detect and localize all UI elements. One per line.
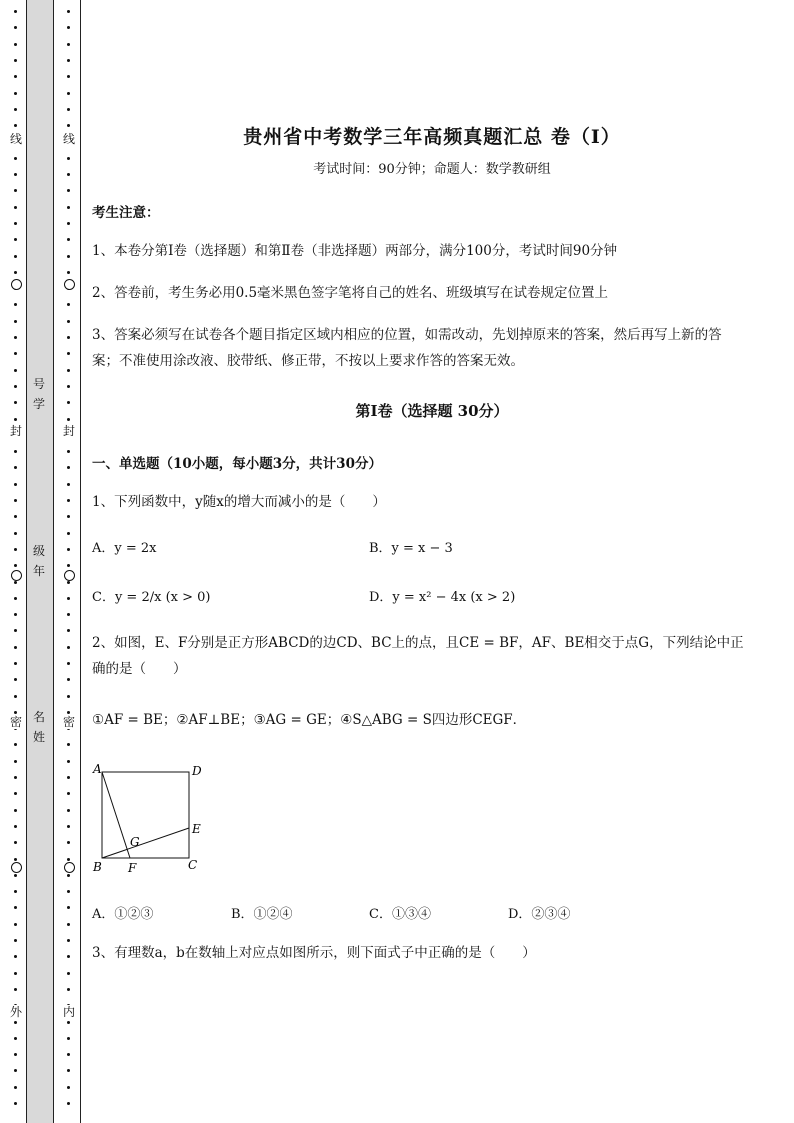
- binding-dot: [14, 1021, 17, 1024]
- binding-dot: [67, 59, 70, 62]
- binding-dot: [14, 173, 17, 176]
- question-2-option-a[interactable]: A．①②③: [92, 907, 154, 922]
- binding-circle: [11, 279, 22, 290]
- binding-dot: [67, 303, 70, 306]
- binding-dot: [14, 10, 17, 13]
- question-2-stem: 2、如图，E、F分别是正方形ABCD的边CD、BC上的点，且CE = BF，AF、BE相交于点G，下列结论中正确的是（ ）: [92, 635, 744, 677]
- binding-dot: [14, 988, 17, 991]
- binding-dot: [67, 988, 70, 991]
- binding-dot: [14, 662, 17, 665]
- binding-dot: [67, 760, 70, 763]
- binding-dot: [14, 776, 17, 779]
- binding-dot: [67, 271, 70, 274]
- binding-dot: [67, 418, 70, 421]
- question-1-stem: 1、下列函数中，y随x的增大而减小的是（ ）: [92, 494, 386, 510]
- label-a: A: [93, 762, 102, 776]
- binding-dot: [67, 695, 70, 698]
- binding-dot: [67, 26, 70, 29]
- section-title: 第I卷（选择题 30分）: [355, 402, 509, 420]
- binding-circle: [64, 279, 75, 290]
- binding-dot: [14, 26, 17, 29]
- binding-dot: [67, 890, 70, 893]
- binding-dot: [67, 75, 70, 78]
- binding-dot: [14, 157, 17, 160]
- binding-dot: [14, 613, 17, 616]
- binding-dot: [14, 581, 17, 584]
- binding-dot: [14, 385, 17, 388]
- binding-dot: [67, 1037, 70, 1040]
- binding-dot: [14, 238, 17, 241]
- binding-dot: [14, 874, 17, 877]
- binding-dot: [67, 450, 70, 453]
- binding-dot: [14, 336, 17, 339]
- binding-dot: [14, 646, 17, 649]
- exam-page: [92, 0, 772, 1123]
- binding-dot: [67, 581, 70, 584]
- binding-dot: [67, 336, 70, 339]
- binding-dot: [67, 369, 70, 372]
- binding-circle: [11, 570, 22, 581]
- binding-dot: [67, 10, 70, 13]
- binding-dot: [14, 108, 17, 111]
- binding-circle: [64, 862, 75, 873]
- binding-dot: [67, 809, 70, 812]
- binding-dot: [67, 678, 70, 681]
- binding-dot: [14, 792, 17, 795]
- binding-dot: [14, 483, 17, 486]
- binding-dot: [67, 92, 70, 95]
- question-2-option-d[interactable]: D．②③④: [508, 907, 571, 922]
- outer-dot-column: [9, 0, 23, 1123]
- student-number-label: 号: [32, 377, 45, 391]
- binding-dot: [14, 369, 17, 372]
- binding-dot: [14, 629, 17, 632]
- binding-dot: [14, 352, 17, 355]
- binding-mark-wai: 外: [9, 1005, 22, 1019]
- binding-dot: [14, 466, 17, 469]
- binding-dot: [14, 695, 17, 698]
- binding-dot: [67, 841, 70, 844]
- binding-dot: [67, 1069, 70, 1072]
- binding-dot: [67, 711, 70, 714]
- inner-dot-column: [62, 0, 76, 1123]
- binding-mark-xian: 线: [9, 132, 22, 146]
- question-1-option-a[interactable]: A．y = 2x: [92, 541, 157, 556]
- label-e: E: [192, 822, 201, 836]
- binding-dot: [14, 124, 17, 127]
- binding-dot: [14, 189, 17, 192]
- binding-dot: [67, 613, 70, 616]
- question-1-option-c[interactable]: C．y = 2/x (x > 0): [92, 590, 211, 605]
- part-heading: 一、单选题（10小题，每小题3分，共计30分）: [92, 456, 382, 472]
- binding-dot: [67, 206, 70, 209]
- binding-dot: [14, 890, 17, 893]
- binding-dot: [67, 108, 70, 111]
- binding-dot: [14, 271, 17, 274]
- segment-af: [102, 772, 130, 858]
- binding-dot: [67, 792, 70, 795]
- question-2-option-b[interactable]: B．①②④: [231, 907, 293, 922]
- binding-dot: [67, 548, 70, 551]
- exam-info: 考试时间：90分钟；命题人：数学教研组: [313, 162, 551, 177]
- binding-dot: [14, 1086, 17, 1089]
- binding-dot: [67, 483, 70, 486]
- binding-dot: [14, 841, 17, 844]
- binding-dot: [67, 466, 70, 469]
- binding-mark-feng-inner: 封: [62, 424, 75, 438]
- binding-dot: [14, 955, 17, 958]
- binding-dot: [14, 1102, 17, 1105]
- question-2-option-c[interactable]: C．①③④: [369, 907, 431, 922]
- binding-dot: [67, 352, 70, 355]
- notice-item: 3、答案必须写在试卷各个题目指定区域内相应的位置，如需改动，先划掉原来的答案，然后再写上新的答案；不准使用涂改液、胶带纸、修正带，不按以上要求作答的答案无效。: [92, 327, 722, 369]
- binding-dot: [14, 515, 17, 518]
- binding-dot: [67, 1053, 70, 1056]
- binding-dot: [14, 1037, 17, 1040]
- binding-dot: [67, 385, 70, 388]
- binding-dot: [14, 499, 17, 502]
- grade-label: 级: [32, 544, 45, 558]
- binding-dot: [14, 320, 17, 323]
- binding-dot: [67, 222, 70, 225]
- binding-mark-xian-inner: 线: [62, 132, 75, 146]
- label-d: D: [192, 764, 202, 778]
- binding-dot: [14, 1069, 17, 1072]
- binding-dot: [14, 222, 17, 225]
- binding-dot: [67, 972, 70, 975]
- square-abcd: [102, 772, 189, 858]
- binding-dot: [67, 124, 70, 127]
- binding-dot: [67, 401, 70, 404]
- binding-dot: [14, 255, 17, 258]
- binding-dot: [14, 972, 17, 975]
- binding-dot: [67, 825, 70, 828]
- binding-margin: [0, 0, 82, 1123]
- binding-dot: [14, 564, 17, 567]
- binding-dot: [14, 450, 17, 453]
- binding-mark-nei: 内: [62, 1005, 75, 1019]
- binding-dot: [14, 743, 17, 746]
- notice-heading: 考生注意：: [92, 205, 160, 221]
- binding-dot: [67, 1086, 70, 1089]
- binding-mark-mi: 密: [9, 715, 22, 729]
- binding-circle: [11, 862, 22, 873]
- binding-dot: [67, 906, 70, 909]
- binding-dot: [67, 955, 70, 958]
- binding-dot: [67, 1021, 70, 1024]
- binding-dot: [14, 532, 17, 535]
- binding-dot: [14, 92, 17, 95]
- binding-dot: [67, 189, 70, 192]
- binding-dot: [14, 597, 17, 600]
- binding-dot: [14, 825, 17, 828]
- question-1-option-b[interactable]: B．y = x − 3: [369, 541, 453, 556]
- binding-dot: [14, 401, 17, 404]
- segment-be: [102, 828, 189, 858]
- binding-dot: [67, 874, 70, 877]
- binding-dot: [14, 418, 17, 421]
- name-label: 名: [32, 710, 45, 724]
- label-f: F: [128, 861, 137, 875]
- student-number-label-2: 学: [32, 397, 45, 411]
- square-figure: [92, 760, 212, 880]
- notice-item: 2、答卷前，考生务必用0.5毫米黑色签字笔将自己的姓名、班级填写在试卷规定位置上: [92, 285, 609, 301]
- binding-dot: [14, 711, 17, 714]
- binding-dot: [67, 515, 70, 518]
- page-title: 贵州省中考数学三年高频真题汇总 卷（Ⅰ）: [243, 126, 621, 148]
- student-info-strip: [26, 0, 54, 1123]
- label-b: B: [93, 860, 102, 874]
- name-label-2: 姓: [32, 730, 45, 744]
- binding-dot: [67, 662, 70, 665]
- binding-dot: [67, 629, 70, 632]
- binding-dot: [67, 43, 70, 46]
- binding-dot: [67, 597, 70, 600]
- notice-item: 1、本卷分第I卷（选择题）和第Ⅱ卷（非选择题）两部分，满分100分，考试时间90分钟: [92, 243, 618, 259]
- binding-dot: [14, 206, 17, 209]
- binding-dot: [67, 499, 70, 502]
- binding-dot: [67, 157, 70, 160]
- binding-dot: [67, 776, 70, 779]
- binding-dot: [67, 238, 70, 241]
- binding-dot: [14, 760, 17, 763]
- binding-mark-feng: 封: [9, 424, 22, 438]
- binding-dot: [14, 939, 17, 942]
- binding-dot: [67, 1102, 70, 1105]
- binding-dot: [67, 743, 70, 746]
- question-3-stem: 3、有理数a，b在数轴上对应点如图所示，则下面式子中正确的是（ ）: [92, 945, 536, 961]
- question-2-conclusions: ①AF = BE；②AF⊥BE；③AG = GE；④S△ABG = S四边形CEGF．: [92, 712, 527, 728]
- binding-dot: [14, 303, 17, 306]
- binding-dot: [67, 858, 70, 861]
- binding-dot: [67, 923, 70, 926]
- binding-dot: [67, 939, 70, 942]
- binding-dot: [14, 43, 17, 46]
- binding-mark-mi-inner: 密: [62, 715, 75, 729]
- binding-dot: [14, 59, 17, 62]
- label-c: C: [188, 858, 198, 872]
- binding-dot: [14, 75, 17, 78]
- binding-dot: [14, 1053, 17, 1056]
- binding-dot: [14, 809, 17, 812]
- binding-dot: [67, 646, 70, 649]
- binding-dot: [14, 858, 17, 861]
- binding-dot: [67, 532, 70, 535]
- binding-dot: [14, 548, 17, 551]
- binding-dot: [14, 923, 17, 926]
- question-1-option-d[interactable]: D．y = x² − 4x (x > 2): [369, 590, 516, 605]
- binding-dot: [67, 564, 70, 567]
- binding-dot: [14, 678, 17, 681]
- binding-dot: [67, 255, 70, 258]
- binding-dot: [67, 320, 70, 323]
- label-g: G: [130, 835, 140, 849]
- binding-dot: [14, 906, 17, 909]
- binding-dot: [67, 173, 70, 176]
- binding-circle: [64, 570, 75, 581]
- grade-label-2: 年: [32, 564, 45, 578]
- margin-rule: [80, 0, 81, 1123]
